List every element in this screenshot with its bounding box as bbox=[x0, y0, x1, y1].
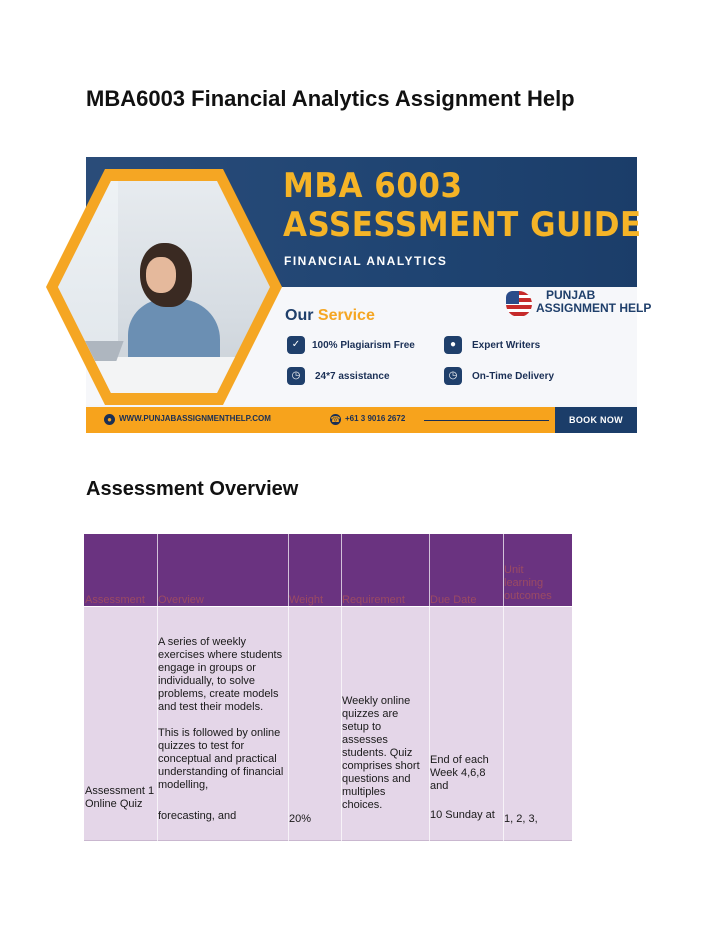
assessment-guide-banner bbox=[86, 157, 652, 433]
header-unit-learning-outcomes: Unit learning outcomes bbox=[504, 564, 552, 602]
service-heading-our: Our bbox=[285, 307, 314, 324]
banner-heading bbox=[283, 167, 642, 245]
logo-line2: ASSIGNMENT HELP bbox=[536, 301, 652, 315]
flag-globe-icon bbox=[506, 291, 532, 317]
phone-icon: ☎ bbox=[330, 415, 341, 424]
header-requirement: Requirement bbox=[342, 594, 405, 606]
section-heading: Assessment Overview bbox=[86, 478, 299, 500]
book-now-button[interactable]: BOOK NOW bbox=[555, 407, 637, 433]
service-heading bbox=[285, 307, 375, 325]
column-divider bbox=[288, 534, 289, 841]
clock-24-icon: ◷ bbox=[287, 367, 305, 385]
banner-heading-line2: ASSESSMENT GUIDE bbox=[283, 205, 642, 245]
cell-overview bbox=[158, 636, 283, 792]
punjab-assignment-help-logo bbox=[506, 288, 652, 329]
clock-icon: ◷ bbox=[444, 367, 462, 385]
assessment-table bbox=[84, 534, 572, 841]
service-item-plagiarism: 100% Plagiarism Free bbox=[312, 340, 415, 351]
header-weight: Weight bbox=[289, 594, 324, 606]
cell-requirement: Weekly online quizzes are setup to assesses students. Quiz comprises short questions and multiples choices. bbox=[342, 695, 420, 811]
service-item-delivery: On-Time Delivery bbox=[472, 371, 555, 382]
website-link[interactable]: WWW.PUNJABASSIGNMENTHELP.COM bbox=[119, 414, 271, 423]
cell-due-date-continued: 10 Sunday at bbox=[430, 809, 495, 821]
header-due-date: Due Date bbox=[430, 594, 477, 606]
cell-due-date: End of each Week 4,6,8 and bbox=[430, 754, 489, 792]
document-title: MBA6003 Financial Analytics Assignment Help bbox=[86, 86, 575, 111]
phone-number: +61 3 9016 2672 bbox=[345, 414, 406, 423]
service-heading-service: Service bbox=[317, 307, 375, 324]
banner-subheading: FINANCIAL ANALYTICS bbox=[284, 254, 448, 268]
overview-paragraph-2: This is followed by online quizzes to test for conceptual and practical understanding of financial modelling, bbox=[158, 727, 284, 791]
overview-paragraph-3: forecasting, and bbox=[158, 810, 237, 822]
cell-weight: 20% bbox=[289, 813, 312, 825]
column-divider bbox=[429, 534, 430, 841]
service-item-experts: Expert Writers bbox=[472, 340, 541, 351]
globe-icon: ● bbox=[104, 414, 115, 425]
banner-heading-line1: MBA 6003 bbox=[283, 167, 463, 206]
header-assessment: Assessment bbox=[85, 594, 145, 606]
header-overview: Overview bbox=[158, 594, 204, 606]
logo-line1: PUNJAB bbox=[546, 288, 596, 302]
logo-text bbox=[536, 289, 651, 315]
overview-paragraph-1: A series of weekly exercises where students engage in groups or individually, to solve problems, create models and test their models. bbox=[158, 636, 283, 713]
footer-divider bbox=[424, 420, 549, 421]
user-icon: ● bbox=[444, 336, 462, 354]
photo-person-face bbox=[146, 257, 176, 293]
document-check-icon: ✓ bbox=[287, 336, 305, 354]
service-item-assistance: 24*7 assistance bbox=[315, 371, 390, 382]
cell-unit-outcomes: 1, 2, 3, bbox=[504, 813, 538, 825]
cell-assessment: Assessment 1 Online Quiz bbox=[85, 785, 155, 810]
